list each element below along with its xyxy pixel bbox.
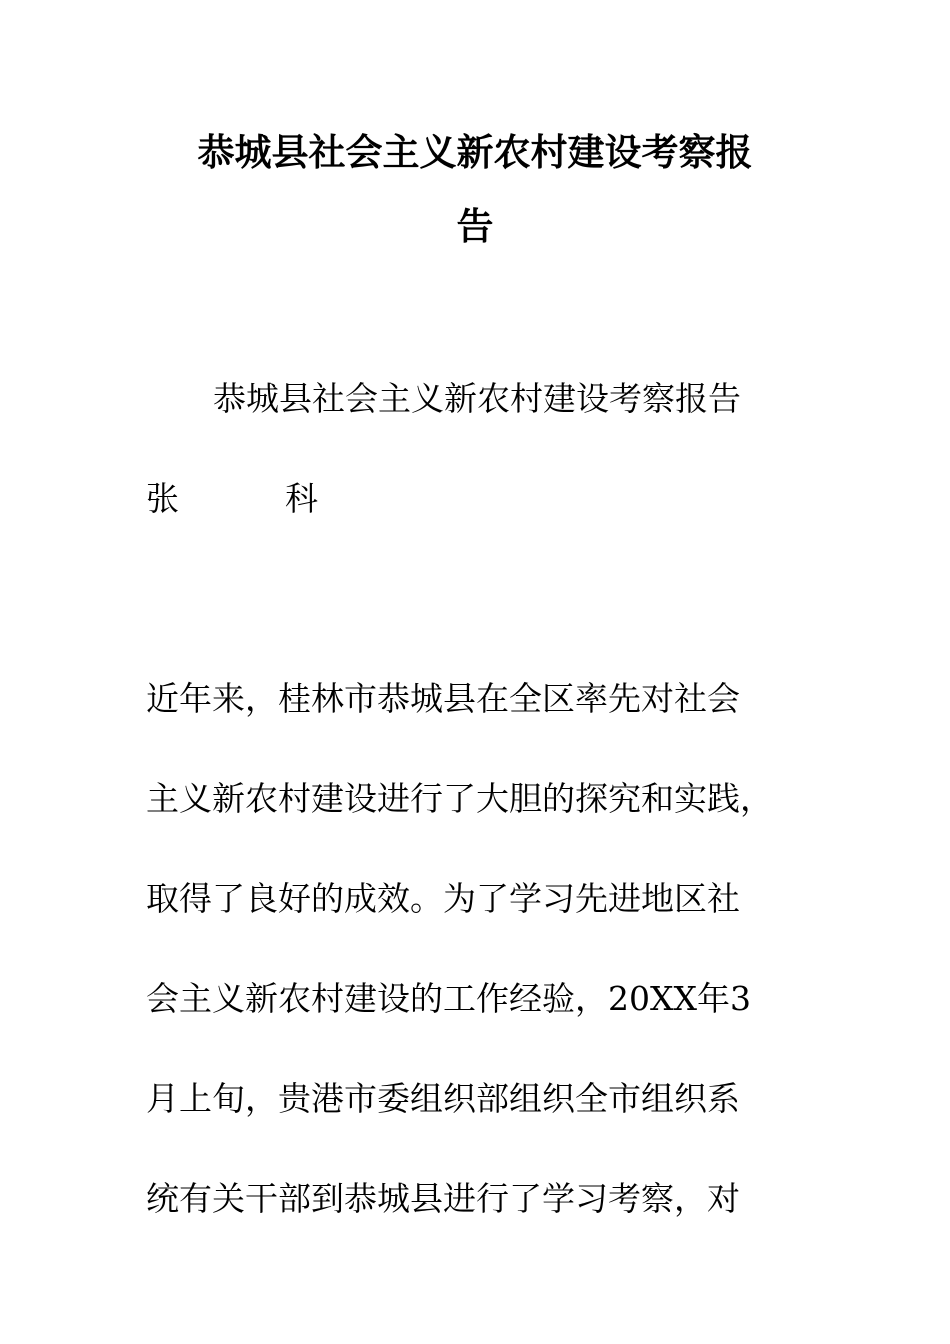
document-title-line-2: 告 xyxy=(456,204,494,248)
body-line: 会主义新农村建设的工作经验，20XX年3 xyxy=(146,979,751,1018)
author-name-part-2: 科 xyxy=(285,479,318,518)
document-subtitle: 恭城县社会主义新农村建设考察报告 xyxy=(213,379,741,418)
body-line: 月上旬，贵港市委组织部组织全市组织系 xyxy=(146,1079,740,1118)
body-line: 近年来，桂林市恭城县在全区率先对社会 xyxy=(146,679,740,718)
body-line: 取得了良好的成效。为了学习先进地区社 xyxy=(146,879,740,918)
author-name-part-1: 张 xyxy=(146,479,179,518)
document-title-line-1: 恭城县社会主义新农村建设考察报 xyxy=(197,130,753,174)
body-line: 统有关干部到恭城县进行了学习考察，对 xyxy=(146,1179,740,1218)
body-line: 主义新农村建设进行了大胆的探究和实践， xyxy=(146,779,773,818)
